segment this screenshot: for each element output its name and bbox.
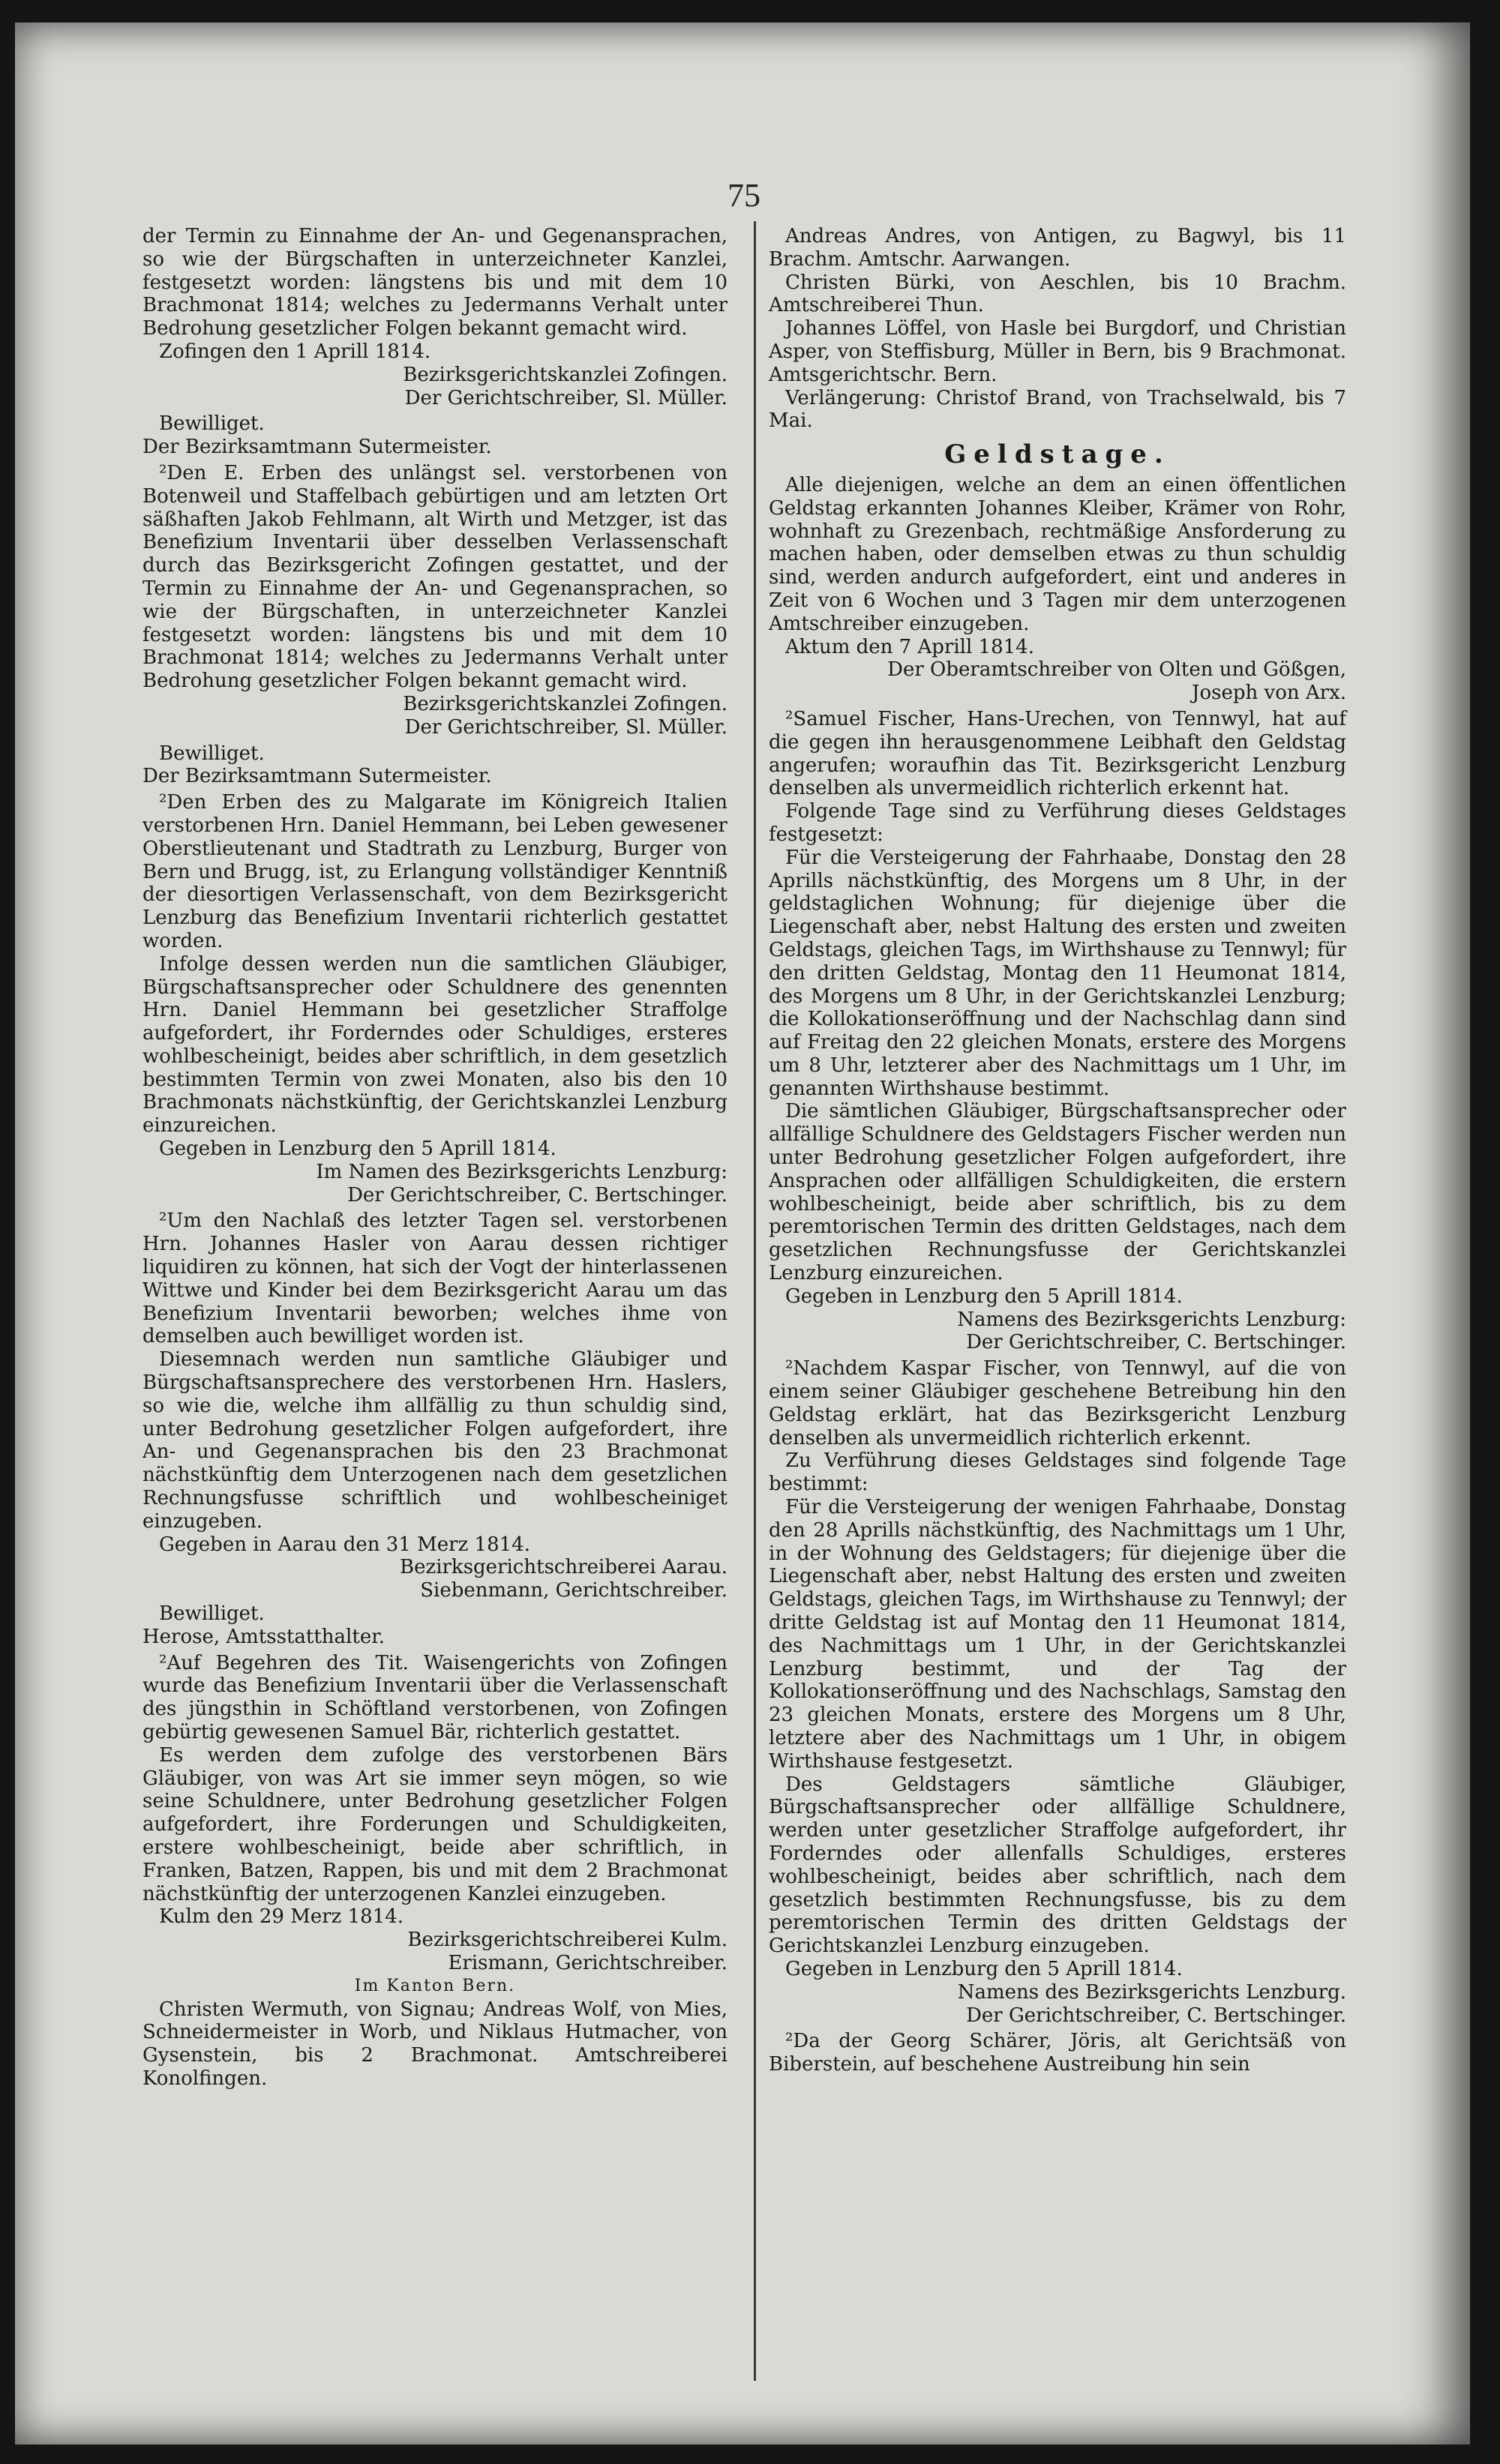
signature-line: Der Gerichtschreiber, C. Bertschinger. (966, 1331, 1346, 1354)
signature-line: Siebenmann, Gerichtschreiber. (420, 1579, 728, 1602)
paragraph: Aktum den 7 Aprill 1814. (785, 635, 1034, 658)
paragraph: Zu Verführung dieses Geldstages sind folgende Tage bestimmt: (769, 1449, 1346, 1496)
newspaper-page (15, 22, 1470, 2445)
signature-line: Der Gerichtschreiber, C. Bertschinger. (966, 2004, 1346, 2027)
paragraph: ²Um den Nachlaß des letzter Tagen sel. verstorbenen Hrn. Johannes Hasler von Aarau dessen richtiger liquidiren zu können, hat sich der Vogt der hinterlassenen Wittwe und Kinder bei dem Bezirksgericht Aarau um das Benefizium Inventarii beworben; welches ihme von demselben auch bewilliget worden ist. (142, 1210, 728, 1348)
paragraph: Kulm den 29 Merz 1814. (159, 1905, 404, 1929)
paragraph: Verlängerung: Christof Brand, von Trachselwald, bis 7 Mai. (769, 386, 1346, 433)
right-column (769, 225, 1346, 2076)
paragraph: Andreas Andres, von Antigen, zu Bagwyl, bis 11 Brachm. Amtschr. Aarwangen. (769, 225, 1346, 271)
paragraph: Zofingen den 1 Aprill 1814. (159, 340, 431, 363)
paragraph: Infolge dessen werden nun die samtlichen Gläubiger, Bürgschaftsansprecher oder Schuldnere des genennten Hrn. Daniel Hemmann bei gesetzlicher Straffolge aufgefordert, ihr Forderndes oder Schuldiges, ersteres wohlbescheinigt, beides aber schriftlich, in dem gesetzlich bestimmten Termin von zwei Monaten, also bis den 10 Brachmonats nächstkünftig, der Gerichtskanzlei Lenzburg einzureichen. (142, 952, 728, 1138)
signature-line: Im Namen des Bezirksgerichts Lenzburg: (316, 1160, 728, 1183)
paragraph: Es werden dem zufolge des verstorbenen Bärs Gläubiger, von was Art sie immer seyn mögen, so wie seine Schuldnere, unter Bedrohung gesetzlicher Folgen aufgefordert, ihre Forderungen und Schuldigkeiten, erstere wohlbescheinigt, beide aber schriftlich, in Franken, Batzen, Rappen, bis und mit dem 2 Brachmonat nächstkünftig der unterzogenen Kanzlei einzugeben. (142, 1743, 728, 1905)
paragraph: Folgende Tage sind zu Verführung dieses Geldstages festgesetzt: (769, 800, 1346, 846)
paragraph: Diesemnach werden nun samtliche Gläubiger und Bürgschaftsansprechere des verstorbenen Hrn. Haslers, so wie die, welche ihm allfällig zu thun schuldig sind, unter Bedrohung gesetzlicher Folgen aufgefordert, ihre An- und Gegenansprachen bis den 23 Brachmonat nächstkünftig dem Unterzogenen nach dem gesetzlichen Rechnungsfusse schriftlich und wohlbescheiniget einzugeben. (142, 1348, 728, 1533)
page-number: 75 (728, 177, 760, 214)
paragraph: Gegeben in Aarau den 31 Merz 1814. (159, 1533, 530, 1556)
paragraph: Für die Versteigerung der wenigen Fahrhaabe, Donstag den 28 Aprills nächstkünftig, des Nachmittags um 1 Uhr, in der Wohnung des Geldstagers; für diejenige über die Liegenschaft aber, nebst Haltung des ersten und zweiten Geldstags, gleichen Tags, im Wirthshause zu Tennwyl; der dritte Geldstag ist auf Montag den 11 Heumonat 1814, des Nachmittags um 1 Uhr, in der Gerichtskanzlei Lenzburg bestimmt, und der Tag der Kollokationseröffnung und des Nachschlags, Samstag den 23 gleichen Monats, erstere des Morgens um 8 Uhr, letztere aber des Nachmittags um 1 Uhr, in obigem Wirthshause festgesetzt. (769, 1496, 1346, 1773)
signature-line: Der Gerichtschreiber, Sl. Müller. (404, 386, 728, 409)
paragraph: ²Auf Begehren des Tit. Waisengerichts von Zofingen wurde das Benefizium Inventarii über die Verlassenschaft des jüngsthin in Schöftland verstorbenen, von Zofingen gebürtig gewesenen Samuel Bär, richterlich gestattet. (142, 1651, 728, 1743)
paragraph: Alle diejenigen, welche an dem an einen öffentlichen Geldstag erkannten Johannes Kleiber, Krämer von Rohr, wohnhaft zu Grezenbach, rechtmäßige Ansforderung zu machen haben, oder demselben etwas zu thun schuldig sind, werden andurch aufgefordert, eint und anderes in Zeit von 6 Wochen und 3 Tagen mir dem unterzogenen Amtschreiber einzugeben. (769, 473, 1346, 635)
paragraph: Johannes Löffel, von Hasle bei Burgdorf, und Christian Asper, von Steffisburg, Müller in Bern, bis 9 Brachmonat. Amtsgerichtschr. Bern. (769, 317, 1346, 386)
signature-line: Namens des Bezirksgerichts Lenzburg. (957, 1980, 1346, 2004)
paragraph: ²Den Erben des zu Malgarate im Königreich Italien verstorbenen Hrn. Daniel Hemmann, bei Leben gewesener Oberstlieutenant und Stadtrath zu Lenzburg, Burger von Bern und Brugg, ist, zu Erlangung vollständiger Kenntniß der diesortigen Verlassenschaft, von dem Bezirksgericht Lenzburg das Benefizium Inventarii richterlich gestattet worden. (142, 791, 728, 952)
paragraph: ²Samuel Fischer, Hans-Urechen, von Tennwyl, hat auf die gegen ihn herausgenommene Leibhaft den Geldstag angerufen; woraufhin das Tit. Bezirksgericht Lenzburg denselben als unvermeidlich richterlich erkennt hat. (769, 707, 1346, 800)
column-divider (754, 221, 756, 2381)
signature-line: Der Oberamtschreiber von Olten und Gößgen, (887, 658, 1346, 682)
signature-line: Der Gerichtschreiber, Sl. Müller. (404, 715, 728, 739)
paragraph: ²Den E. Erben des unlängst sel. verstorbenen von Botenweil und Staffelbach gebürtigen und am letzten Ort säßhaften Jakob Fehlmann, alt Wirth und Metzger, ist das Benefizium Inventarii über desselben Verlassenschaft durch das Bezirksgericht Zofingen gestattet, und der Termin zu Einnahme der An- und Gegenansprachen, so wie der Bürgschaften, in unterzeichneter Kanzlei festgesetzt worden: längstens bis und mit dem 10 Brachmonat 1814; welches zu Jedermanns Verhalt unter Bedrohung gesetzlicher Folgen bekannt gemacht wird. (142, 461, 728, 693)
paragraph: ²Nachdem Kaspar Fischer, von Tennwyl, auf die von einem seiner Gläubiger geschehene Betreibung hin den Geldstag erklärt, hat das Bezirksgericht Lenzburg denselben als unvermeidlich richterlich erkennt. (769, 1357, 1346, 1449)
signature-line: Namens des Bezirksgerichts Lenzburg: (957, 1308, 1346, 1331)
paragraph: ²Da der Georg Schärer, Jöris, alt Gerichtsäß von Biberstein, auf beschehene Austreibung hin sein (769, 2030, 1346, 2076)
paragraph: Christen Wermuth, von Signau; Andreas Wolf, von Mies, Schneidermeister in Worb, und Niklaus Hutmacher, von Gysenstein, bis 2 Brachmonat. Amtschreiberei Konolfingen. (142, 1998, 728, 2090)
section-subtitle: Im Kanton Bern. (354, 1976, 516, 1995)
signature-line: Der Gerichtschreiber, C. Bertschinger. (347, 1183, 728, 1207)
signature-line: Bezirksgerichtskanzlei Zofingen. (403, 363, 728, 386)
paragraph: Für die Versteigerung der Fahrhaabe, Donstag den 28 Aprills nächstkünftig, des Morgens um 8 Uhr, in der geldstaglichen Wohnung; für diejenige über die Liegenschaft aber, nebst Haltung des ersten und zweiten Geldstags, gleichen Tags, im Wirthshause zu Tennwyl; für den dritten Geldstag, Montag den 11 Heumonat 1814, des Morgens um 8 Uhr, in der Gerichtskanzlei Lenzburg; die Kollokationseröffnung und der Nachschlag dann sind auf Freitag den 22 gleichen Monats, erstere des Morgens um 8 Uhr, letzterer aber des Nachmittags um 1 Uhr, im genannten Wirthshause bestimmt. (769, 846, 1346, 1100)
paragraph: Gegeben in Lenzburg den 5 Aprill 1814. (785, 1957, 1183, 1980)
signature-line: Joseph von Arx. (1192, 682, 1346, 705)
section-title: Geldstage. (944, 439, 1171, 470)
paragraph: Der Bezirksamtmann Sutermeister. (142, 436, 492, 459)
paragraph: der Termin zu Einnahme der An- und Gegenansprachen, so wie der Bürgschaften in unterzeichneter Kanzlei, festgesetzt worden: längstens bis und mit dem 10 Brachmonat 1814; welches zu Jedermanns Verhalt unter Bedrohung gesetzlicher Folgen bekannt gemacht wird. (142, 225, 728, 340)
paragraph: Des Geldstagers sämtliche Gläubiger, Bürgschaftsansprecher oder allfällige Schuldnere, werden unter gesetzlicher Straffolge aufgefordert, ihr Forderndes oder allenfalls Schuldiges, ersteres wohlbescheinigt, beides aber schriftlich, nach dem gesetzlich bestimmten Rechnungsfusse, bis zu dem peremtorischen Termin des dritten Geldstags der Gerichtskanzlei Lenzburg einzugeben. (769, 1773, 1346, 1958)
paragraph: Die sämtlichen Gläubiger, Bürgschaftsansprecher oder allfällige Schuldnere des Geldstagers Fischer werden nun unter Bedrohung gesetzlicher Folgen aufgefordert, ihre Ansprachen oder allfälligen Schuldigkeiten, die erstern wohlbescheinigt, beide aber schriftlich, bis zu dem peremtorischen Termin des dritten Geldstages, nach dem gesetzlichen Rechnungsfusse der Gerichtskanzlei Lenzburg einzureichen. (769, 1100, 1346, 1285)
signature-line: Bezirksgerichtschreiberei Aarau. (400, 1556, 728, 1579)
left-column (142, 225, 728, 2091)
paragraph: Bewilliget. (159, 742, 265, 765)
paragraph: Bewilliget. (159, 412, 265, 436)
signature-line: Erismann, Gerichtschreiber. (448, 1951, 728, 1974)
paragraph: Herose, Amtsstatthalter. (142, 1625, 386, 1648)
paragraph: Christen Bürki, von Aeschlen, bis 10 Brachm. Amtschreiberei Thun. (769, 271, 1346, 317)
paragraph: Bewilliget. (159, 1602, 265, 1626)
paragraph: Gegeben in Lenzburg den 5 Aprill 1814. (159, 1138, 556, 1161)
paragraph: Der Bezirksamtmann Sutermeister. (142, 765, 492, 788)
paragraph: Gegeben in Lenzburg den 5 Aprill 1814. (785, 1284, 1183, 1308)
signature-line: Bezirksgerichtschreiberei Kulm. (407, 1929, 728, 1952)
signature-line: Bezirksgerichtskanzlei Zofingen. (403, 692, 728, 715)
